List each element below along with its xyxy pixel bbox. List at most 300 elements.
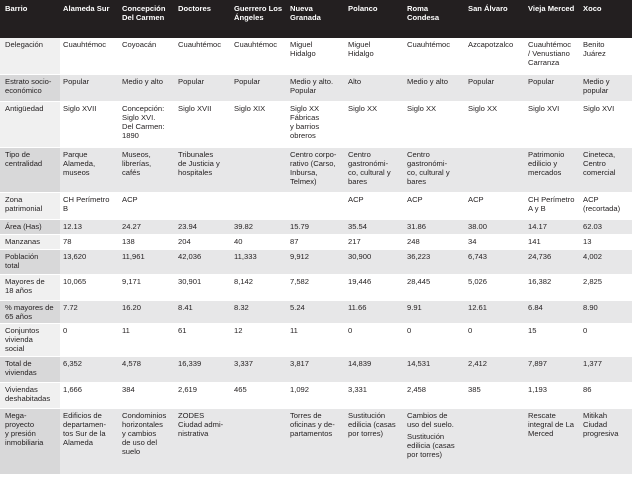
cell-text: 30,901 <box>178 276 202 286</box>
cell-text: Viviendas <box>5 384 38 394</box>
cell-text: Hidalgo <box>290 49 316 58</box>
table-cell <box>580 249 632 274</box>
table-cell <box>404 74 465 101</box>
row-label <box>0 38 60 74</box>
cell-text: 38.00 <box>468 221 488 231</box>
cell-text: 86 <box>583 384 592 394</box>
table-cell <box>345 38 404 74</box>
cell-text: 3,337 <box>234 358 254 368</box>
cell-text: Manzanas <box>5 236 41 246</box>
table-row <box>0 192 632 219</box>
cell-text: edilicia (casas <box>407 440 455 450</box>
row-label <box>0 356 60 382</box>
table-cell <box>60 38 119 74</box>
table-row <box>0 219 632 234</box>
cell-text: Parque <box>63 149 88 159</box>
row-label <box>0 74 60 101</box>
table-cell <box>60 408 119 474</box>
cell-text: y presión <box>5 428 36 438</box>
row-label <box>0 147 60 192</box>
cell-text: Medio y alto <box>122 76 163 86</box>
table-cell <box>175 382 231 408</box>
cell-text: 4,578 <box>122 358 142 368</box>
table-cell <box>580 274 632 300</box>
cell-text: 248 <box>407 236 420 246</box>
table-cell <box>231 323 287 356</box>
table-cell <box>465 219 525 234</box>
cell-text: 3,817 <box>290 358 310 368</box>
table-cell <box>345 408 404 474</box>
table-cell <box>580 408 632 474</box>
table-cell <box>119 274 175 300</box>
cell-text: 217 <box>348 236 361 246</box>
cell-text: nistrativa <box>178 428 209 438</box>
cell-text: por torres) <box>348 428 384 438</box>
table-cell <box>525 234 580 249</box>
cell-text: Hidalgo <box>348 49 374 58</box>
cell-text: 465 <box>234 384 247 394</box>
table-cell <box>525 192 580 219</box>
table-cell <box>580 101 632 147</box>
cell-text: 2,412 <box>468 358 488 368</box>
table-cell <box>287 274 345 300</box>
cell-text: Total de <box>5 358 32 368</box>
cell-text: Telmex) <box>290 176 317 186</box>
table-row <box>0 323 632 356</box>
cell-text: 6.84 <box>528 302 543 312</box>
table-cell <box>465 74 525 101</box>
table-cell <box>287 101 345 147</box>
cell-text: de uso del <box>122 437 158 447</box>
table-cell <box>404 219 465 234</box>
cell-text: oficinas y de- <box>290 419 335 429</box>
table-cell <box>175 101 231 147</box>
row-label <box>0 274 60 300</box>
cell-text: Medio y <box>583 76 610 86</box>
table-cell <box>525 323 580 356</box>
table-cell <box>287 38 345 74</box>
cell-text: por torres) <box>407 449 443 459</box>
cell-text: 18 años <box>5 285 33 295</box>
cell-text: 34 <box>468 236 477 246</box>
table-cell <box>580 219 632 234</box>
cell-text: Centro corpo- <box>290 149 337 159</box>
cell-text: 3,331 <box>348 384 368 394</box>
table-cell <box>345 249 404 274</box>
cell-text: 4,002 <box>583 251 603 261</box>
cell-text: 36,223 <box>407 251 431 261</box>
cell-text: Siglo XVII <box>63 103 97 113</box>
cell-text: Mega- <box>5 410 27 420</box>
cell-text: Alameda, <box>63 158 96 168</box>
row-label <box>0 234 60 249</box>
cell-text: 0 <box>583 325 588 335</box>
table-cell <box>60 192 119 219</box>
table-cell <box>287 147 345 192</box>
header-cell: Nueva Granada <box>287 0 345 38</box>
table-cell <box>465 274 525 300</box>
cell-text: rativo (Carso, <box>290 158 336 168</box>
cell-text: (recortada) <box>583 203 621 213</box>
table-cell <box>119 300 175 323</box>
table-cell <box>525 74 580 101</box>
table-cell <box>287 234 345 249</box>
cell-text: 11.66 <box>348 302 367 312</box>
table-row <box>0 356 632 382</box>
cell-text: gastronómi- <box>348 158 389 168</box>
table-cell <box>465 356 525 382</box>
cell-text: % mayores de <box>5 302 54 312</box>
table-cell <box>60 356 119 382</box>
cell-text: Conjuntos <box>5 325 40 335</box>
cell-text: Mayores de <box>5 276 45 286</box>
cell-text: ZODES <box>178 410 205 420</box>
cell-text: 14,531 <box>407 358 431 368</box>
cell-text: 6,352 <box>63 358 83 368</box>
table-cell <box>231 408 287 474</box>
cell-text: co, cultural y <box>348 167 391 177</box>
table-cell <box>119 323 175 356</box>
table-cell <box>404 274 465 300</box>
cell-text: patrimonial <box>5 203 43 213</box>
table-row <box>0 38 632 74</box>
cell-text: Cuauhtémoc <box>407 40 451 49</box>
cell-text: Siglo XX <box>348 103 378 113</box>
cell-text: Inbursa, <box>290 167 318 177</box>
table-cell <box>404 408 465 474</box>
table-cell <box>525 38 580 74</box>
row-label <box>0 408 60 474</box>
row-label <box>0 323 60 356</box>
cell-text: 40 <box>234 236 243 246</box>
header-row <box>0 0 632 38</box>
row-label <box>0 101 60 147</box>
cell-text: co, cultural y <box>407 167 450 177</box>
cell-text: 204 <box>178 236 191 246</box>
cell-text: 39.82 <box>234 221 254 231</box>
cell-text: deshabitadas <box>5 393 51 403</box>
table-cell <box>60 274 119 300</box>
cell-text: 6,743 <box>468 251 488 261</box>
cell-text: Cuauhtémoc <box>178 40 222 49</box>
cell-text: 8.41 <box>178 302 193 312</box>
cell-text: popular <box>583 85 609 95</box>
cell-text: 0 <box>468 325 473 335</box>
cell-text: Siglo XX <box>290 103 320 113</box>
table-cell <box>119 38 175 74</box>
table-cell <box>465 249 525 274</box>
cell-text: 9,171 <box>122 276 142 286</box>
table-cell <box>580 192 632 219</box>
cell-text: Merced <box>528 428 554 438</box>
table-cell <box>404 192 465 219</box>
table-cell <box>119 74 175 101</box>
cell-text: Patrimonio <box>528 149 565 159</box>
cell-text: hospitales <box>178 167 213 177</box>
cell-text: 12.61 <box>468 302 488 312</box>
cell-text: 24,736 <box>528 251 552 261</box>
row-label <box>0 300 60 323</box>
table-cell <box>175 147 231 192</box>
cell-text: 62.03 <box>583 221 603 231</box>
table-cell <box>580 74 632 101</box>
cell-text: 385 <box>468 384 481 394</box>
table-cell <box>580 234 632 249</box>
cell-text: Cineteca, <box>583 149 616 159</box>
cell-text: 11,333 <box>234 251 257 261</box>
cell-text: gastronómi- <box>407 158 448 168</box>
row-label <box>0 219 60 234</box>
table-cell <box>404 234 465 249</box>
table-cell <box>175 192 231 219</box>
table-cell <box>525 300 580 323</box>
table-cell <box>119 147 175 192</box>
cell-text: Área (Has) <box>5 221 42 231</box>
table-cell <box>287 74 345 101</box>
cell-text: social <box>5 343 25 353</box>
table-cell <box>345 234 404 249</box>
cell-text: económico <box>5 85 42 95</box>
cell-text: 7.72 <box>63 302 78 312</box>
cell-text: CH Perímetro B <box>63 194 110 213</box>
cell-text: 8,142 <box>234 276 254 286</box>
table-cell <box>345 300 404 323</box>
table-cell <box>287 382 345 408</box>
cell-text: 14,839 <box>348 358 372 368</box>
row-label <box>0 249 60 274</box>
table-cell <box>175 274 231 300</box>
cell-text: 87 <box>290 236 299 246</box>
cell-text: Popular <box>234 76 261 86</box>
table-cell <box>404 382 465 408</box>
cell-text: Sustitución <box>407 431 445 441</box>
row-label <box>0 192 60 219</box>
cell-text: ACP <box>583 194 599 204</box>
cell-text: integral de La <box>528 419 575 429</box>
cell-text: edilicia (casas <box>348 419 396 429</box>
table-row <box>0 234 632 249</box>
table-cell <box>60 234 119 249</box>
cell-text: Del Carmen: <box>122 121 165 131</box>
cell-text: Ciudad <box>583 419 608 429</box>
cell-text: Centro <box>407 149 430 159</box>
cell-text: 13 <box>583 236 592 246</box>
cell-text: 16,339 <box>178 358 202 368</box>
cell-text: comercial <box>583 167 616 177</box>
cell-text: 30,900 <box>348 251 372 261</box>
table-cell <box>119 408 175 474</box>
cell-text: 78 <box>63 236 72 246</box>
cell-text: edilicio y <box>528 158 558 168</box>
header-cell: Polanco <box>345 0 404 38</box>
cell-text: 8.90 <box>583 302 598 312</box>
cell-text: 0 <box>407 325 412 335</box>
table-cell <box>345 382 404 408</box>
table-cell <box>231 356 287 382</box>
cell-text: partamentos <box>290 428 333 438</box>
cell-text: librerías, <box>122 158 152 168</box>
cell-text: 12 <box>234 325 243 335</box>
header-cell-barrio: Barrio <box>0 0 60 38</box>
table-cell <box>60 382 119 408</box>
table-cell <box>465 38 525 74</box>
table-cell <box>60 249 119 274</box>
table-cell <box>287 219 345 234</box>
table-cell <box>287 300 345 323</box>
table-cell <box>119 234 175 249</box>
table-cell <box>404 38 465 74</box>
cell-text: Cuauhtémoc <box>528 40 572 49</box>
cell-text: Concepción: <box>122 103 165 113</box>
cell-text: 5.24 <box>290 302 305 312</box>
cell-text: tos Sur de la <box>63 428 106 438</box>
table-cell <box>345 147 404 192</box>
table-cell <box>525 382 580 408</box>
table-cell <box>345 74 404 101</box>
table-row <box>0 300 632 323</box>
table-cell <box>175 249 231 274</box>
table-cell <box>404 101 465 147</box>
table-cell <box>175 219 231 234</box>
table-cell <box>231 38 287 74</box>
table-cell <box>231 101 287 147</box>
cell-text: 35.54 <box>348 221 368 231</box>
cell-text: 1,377 <box>583 358 603 368</box>
cell-text: Azcapotzalco <box>468 40 514 49</box>
cell-text: Torres de <box>290 410 322 420</box>
table-cell <box>580 300 632 323</box>
cell-text: vivienda <box>5 334 33 344</box>
table-cell <box>231 300 287 323</box>
cell-text: Centro <box>583 158 606 168</box>
header-cell: Doctores <box>175 0 231 38</box>
cell-text: Benito <box>583 40 605 49</box>
cell-text: uso del suelo. <box>407 419 454 429</box>
table-cell <box>60 323 119 356</box>
cell-text: 11,961 <box>122 251 145 261</box>
table-cell <box>465 147 525 192</box>
table-row <box>0 274 632 300</box>
table-cell <box>404 323 465 356</box>
cell-text: Siglo XVII <box>178 103 212 113</box>
table-cell <box>60 147 119 192</box>
table-cell <box>525 147 580 192</box>
table-cell <box>231 274 287 300</box>
table-cell <box>119 192 175 219</box>
table-cell <box>465 101 525 147</box>
cell-text: 2,458 <box>407 384 427 394</box>
cell-text: Alto <box>348 76 362 86</box>
cell-text: 7,897 <box>528 358 548 368</box>
cell-text: mercados <box>528 167 562 177</box>
table-cell <box>580 38 632 74</box>
cell-text: 12.13 <box>63 221 83 231</box>
cell-text: de Justicia y <box>178 158 220 168</box>
table-cell <box>287 323 345 356</box>
header-cell: Vieja Merced <box>525 0 580 38</box>
cell-text: ACP <box>468 194 484 204</box>
table-cell <box>525 408 580 474</box>
cell-text: 16,382 <box>528 276 552 286</box>
table-cell <box>287 192 345 219</box>
cell-text: Popular <box>178 76 205 86</box>
cell-text: centralidad <box>5 158 43 168</box>
cell-text: museos <box>63 167 90 177</box>
cell-text: 2,825 <box>583 276 603 286</box>
cell-text: CH Perímetro <box>528 194 575 204</box>
cell-text: suelo <box>122 446 141 456</box>
table-row <box>0 249 632 274</box>
cell-text: Miguel <box>348 40 371 49</box>
table-cell <box>231 234 287 249</box>
table-cell <box>580 382 632 408</box>
table-cell <box>231 219 287 234</box>
table-cell <box>175 408 231 474</box>
cell-text: 7,582 <box>290 276 310 286</box>
cell-text: 1,193 <box>528 384 548 394</box>
cell-text: Medio y alto. <box>290 76 334 86</box>
header-cell: Guerrero Los Ángeles <box>231 0 287 38</box>
cell-text: 15.79 <box>290 221 310 231</box>
cell-text: Condominios <box>122 410 167 420</box>
cell-text: Siglo XVI <box>583 103 615 113</box>
cell-text: 13,620 <box>63 251 87 261</box>
table-cell <box>525 249 580 274</box>
cell-text: ACP <box>348 194 364 204</box>
cell-text: 9,912 <box>290 251 310 261</box>
table-body <box>0 38 632 474</box>
table-cell <box>175 38 231 74</box>
cell-text: Mitikah <box>583 410 608 420</box>
table-row <box>0 101 632 147</box>
cell-text: 0 <box>63 325 68 335</box>
table-cell <box>231 249 287 274</box>
table-cell <box>465 382 525 408</box>
header-cell: Xoco <box>580 0 632 38</box>
cell-text: Ciudad admi- <box>178 419 224 429</box>
cell-text: 0 <box>348 325 353 335</box>
table-cell <box>345 323 404 356</box>
cell-text: bares <box>407 176 426 186</box>
cell-text: Medio y alto <box>407 76 448 86</box>
table-cell <box>580 356 632 382</box>
cell-text: Miguel <box>290 40 313 49</box>
cell-text: 15 <box>528 325 537 335</box>
cell-text: y barrios <box>290 121 320 131</box>
table-cell <box>345 101 404 147</box>
cell-text: proyecto <box>5 419 35 429</box>
cell-text: Tipo de <box>5 149 31 159</box>
cell-text: Sustitución <box>348 410 386 420</box>
cell-text: 8.32 <box>234 302 249 312</box>
cell-text: Siglo XVI <box>528 103 560 113</box>
cell-text: 28,445 <box>407 276 431 286</box>
cell-text: 9.91 <box>407 302 422 312</box>
table-header <box>0 0 632 38</box>
cell-text: Zona <box>5 194 23 204</box>
cell-text: 5,026 <box>468 276 488 286</box>
table-row <box>0 147 632 192</box>
table-cell <box>404 300 465 323</box>
table-cell <box>580 323 632 356</box>
cell-text: 1890 <box>122 130 139 140</box>
cell-text: 16.20 <box>122 302 142 312</box>
table-cell <box>580 147 632 192</box>
cell-text: Antigüedad <box>5 103 44 113</box>
cell-text: Estrato socio- <box>5 76 52 86</box>
header-cell: Concepción Del Carmen <box>119 0 175 38</box>
table-cell <box>119 382 175 408</box>
